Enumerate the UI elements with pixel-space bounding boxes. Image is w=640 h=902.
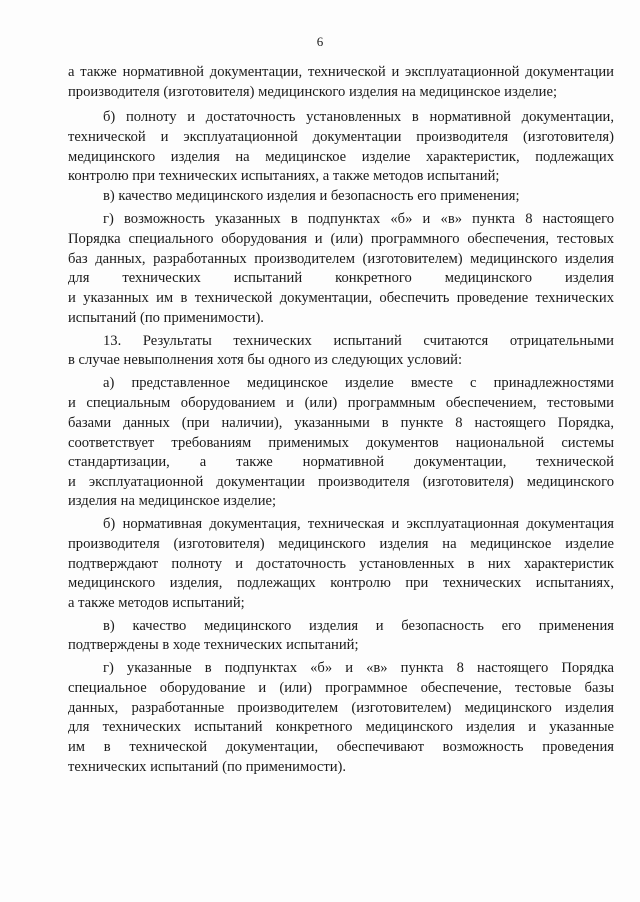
text-line: б) нормативная документация, техническая и эксплуатационная документация [103,516,614,532]
text-line: данных, разработанные производителем (изготовителем) медицинского изделия [68,700,614,716]
text-line: технических испытаний (по применимости). [68,759,347,775]
text-line: б) полноту и достаточность установленных в нормативной документации, [103,109,614,125]
text-line: и специальным оборудованием и (или) программным обеспечением, тестовыми [68,395,614,411]
text-line: г) возможность указанных в подпунктах «б» и «в» пункта 8 настоящего [103,211,614,227]
text-line: баз данных, разработанных производителем (изготовителем) медицинского изделия [68,251,614,267]
text-line: производителя (изготовителя) медицинского изделия на медицинское изделие; [68,84,558,100]
text-line: изделия на медицинское изделие; [68,493,277,509]
text-line: г) указанные в подпунктах «б» и «в» пункта 8 настоящего Порядка [103,660,614,676]
text-line: медицинского изделия, подлежащих контролю при технических испытаниях, [68,575,614,591]
text-line: 13. Результаты технических испытаний считаются отрицательными [103,333,614,349]
text-line: подтверждены в ходе технических испытаний; [68,637,359,653]
text-line: Порядка специального оборудования и (или) программного обеспечения, тестовых [68,231,614,247]
text-line: производителя (изготовителя) медицинского изделия на медицинское изделие [68,536,614,552]
text-line: медицинского изделия на медицинское изделие характеристик, подлежащих [68,149,614,165]
text-line: а также методов испытаний; [68,595,245,611]
text-line: специальное оборудование и (или) программное обеспечение, тестовые базы [68,680,614,696]
text-line: испытаний (по применимости). [68,310,264,326]
text-line: технической и эксплуатационной документации производителя (изготовителя) [68,129,614,145]
text-line: для технических испытаний конкретного медицинского изделия и указанные [68,719,614,735]
text-line: контролю при технических испытаниях, а также методов испытаний; [68,168,500,184]
text-line: соответствует требованиям применимых документов национальной системы [68,435,614,451]
text-line: в случае невыполнения хотя бы одного из следующих условий: [68,352,463,368]
text-line: а) представленное медицинское изделие вместе с принадлежностями [103,375,614,391]
text-line: и указанных им в технической документации, обеспечить проведение технических [68,290,614,306]
text-line: для технических испытаний конкретного медицинского изделия [68,270,614,286]
text-line: в) качество медицинского изделия и безопасность его применения [103,618,614,634]
text-line: базами данных (при наличии), указанными в пункте 8 настоящего Порядка, [68,415,614,431]
text-line: им в технической документации, обеспечивают возможность проведения [68,739,614,755]
text-line: в) качество медицинского изделия и безопасность его применения; [103,188,520,204]
text-line: а также нормативной документации, технической и эксплуатационной документации [68,64,614,80]
page-number: 6 [316,34,324,49]
text-line: стандартизации, а также нормативной документации, технической [68,454,614,470]
text-line: подтверждают полноту и достаточность установленных в них характеристик [68,556,614,572]
text-line: и эксплуатационной документации производителя (изготовителя) медицинского [68,474,614,490]
